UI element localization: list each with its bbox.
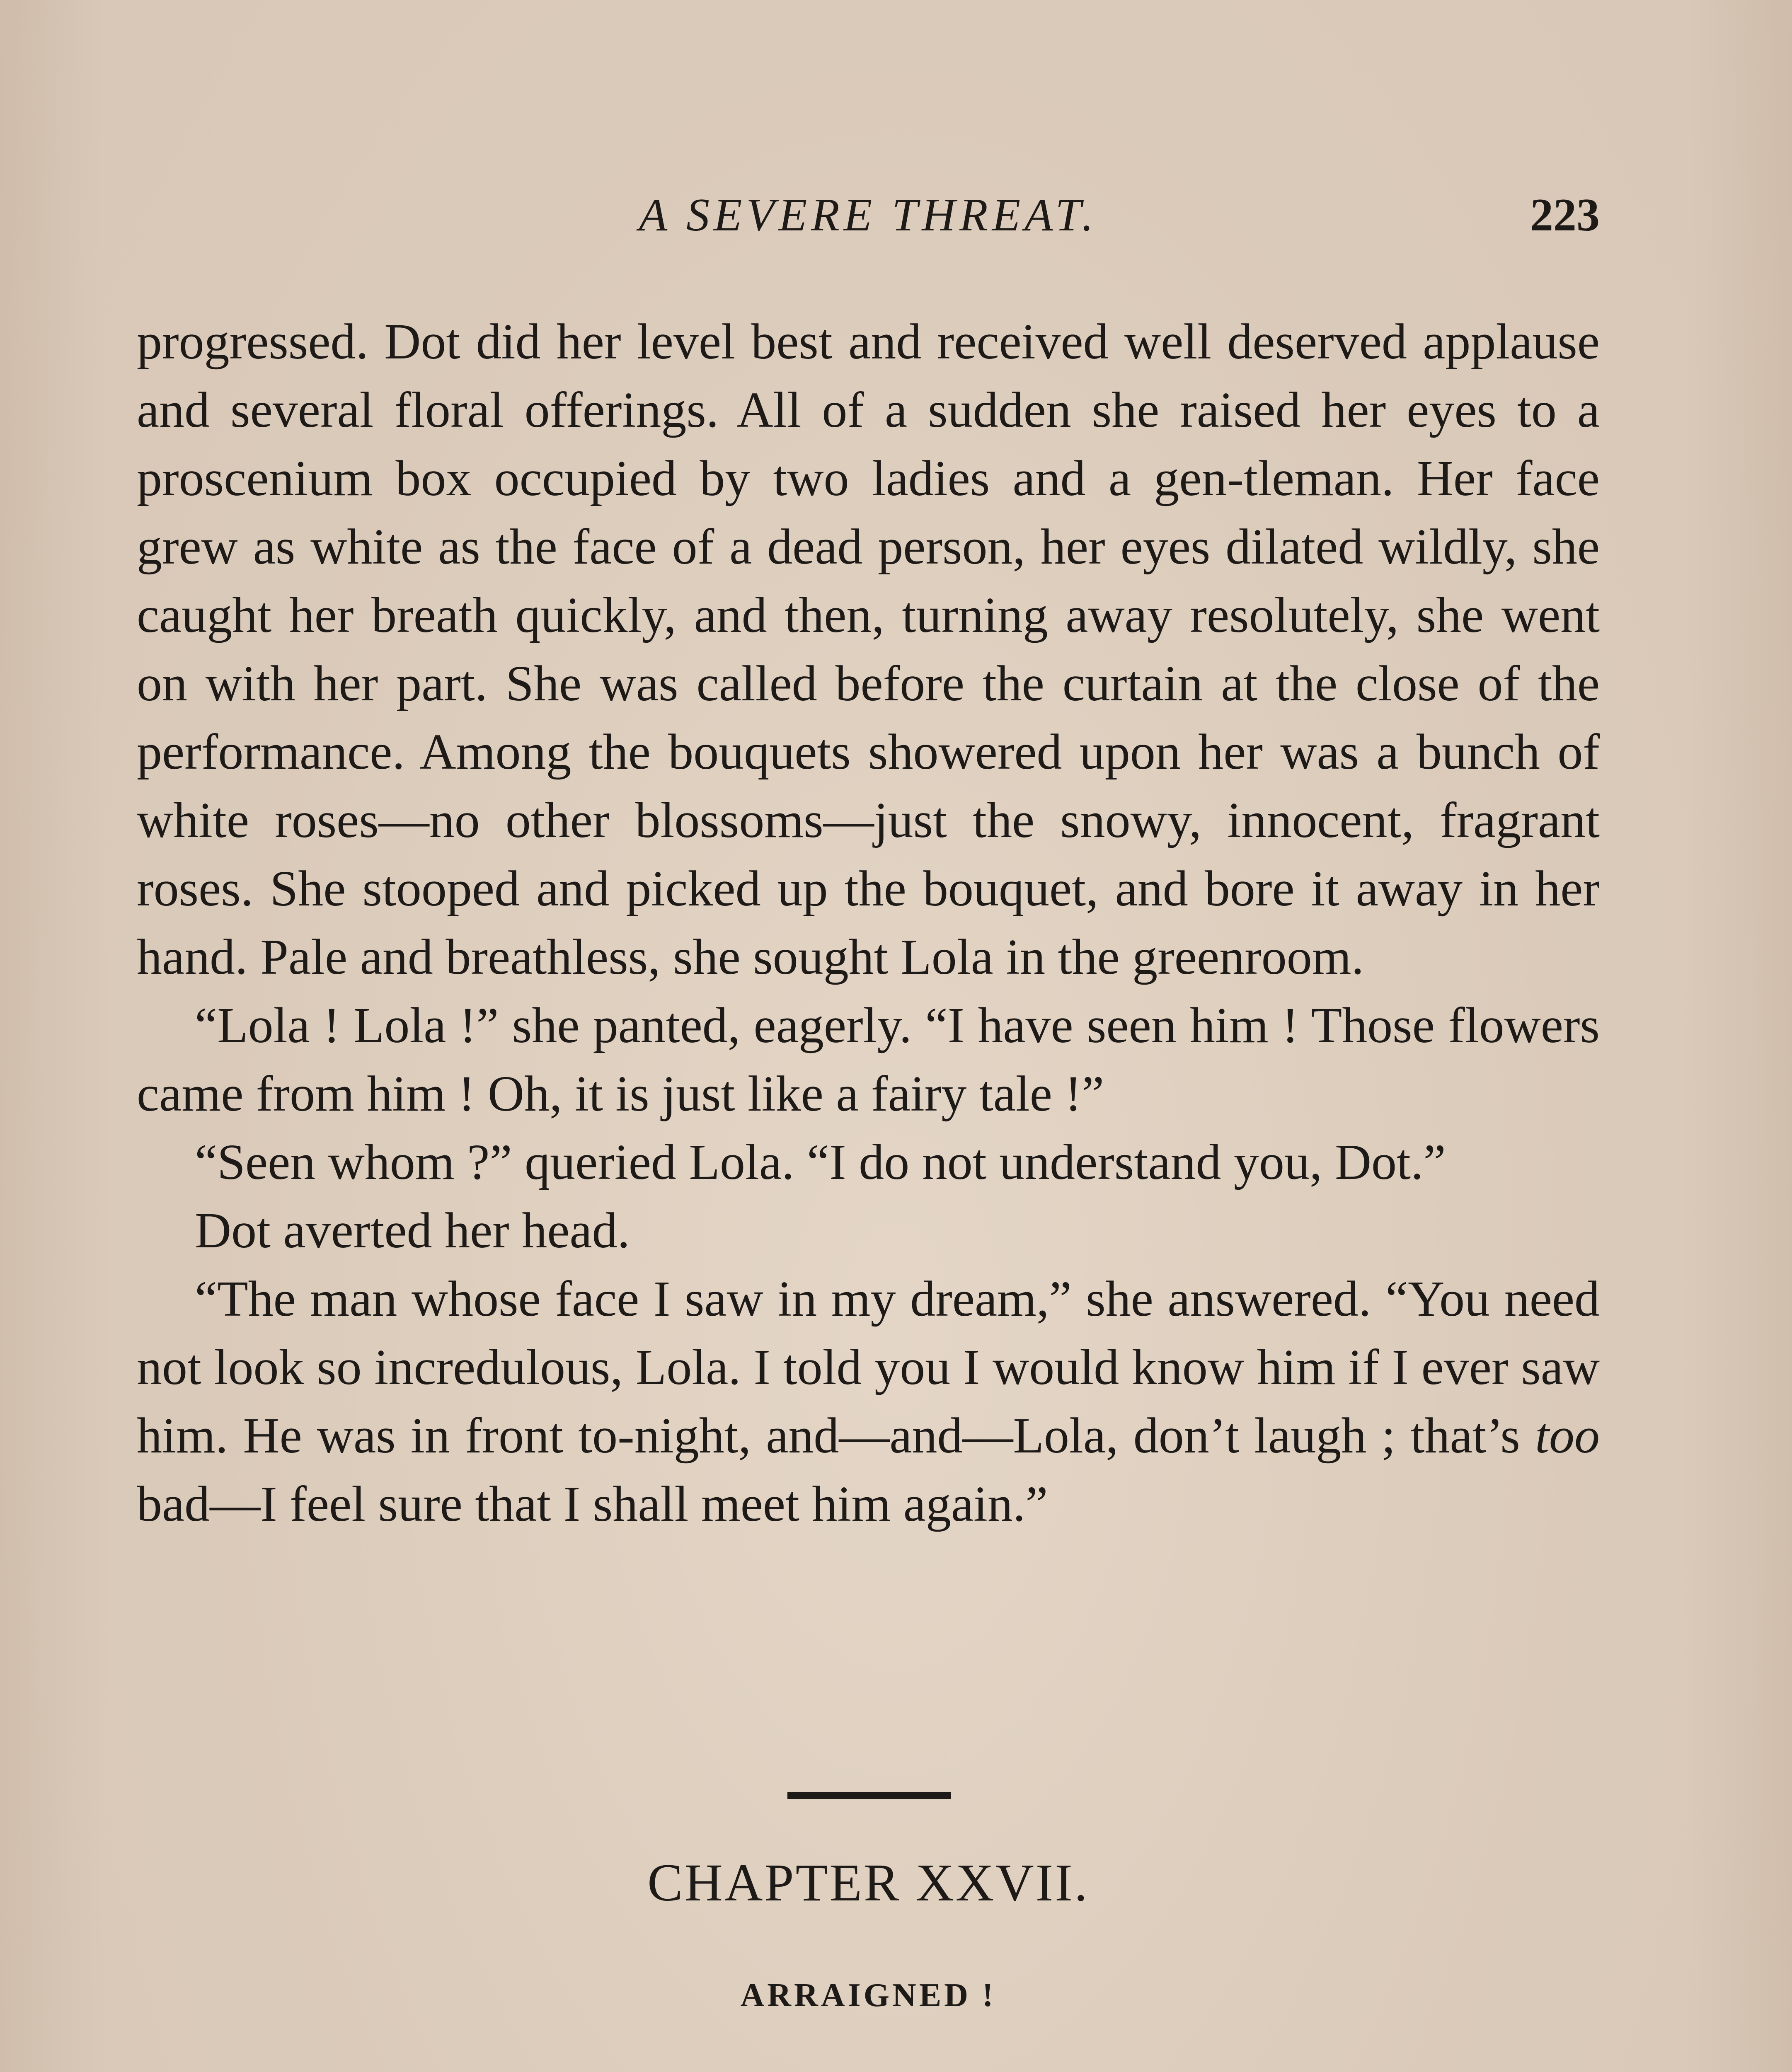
paragraph: Dot averted her head. (195, 1203, 630, 1259)
paragraph (137, 1265, 1600, 1538)
paragraph: progressed. Dot did her level best and received well deserved applause and several floral offerings. All of a sudden she raised her eyes to a proscenium box occupied by two ladies and a gen-tleman. Her face grew as white as the face of a dead person, her eyes dilated wildly, she caught her breath quickly, and then, turning away resolutely, she went on with her part. She was called before the curtain at the close of the performance. Among the bouquets showered upon her was a bunch of white roses—no other blossoms—just the snowy, innocent, fragrant roses. She stooped and picked up the bouquet, and bore it away in her hand. Pale and breathless, she sought Lola in the greenroom. (137, 314, 1600, 985)
page-number: 223 (1530, 189, 1600, 241)
chapter-divider-rule (787, 1792, 951, 1799)
chapter-subtitle: ARRAIGNED ! (740, 1977, 996, 2014)
chapter-text (137, 2066, 1600, 2072)
chapter-ending-text (137, 307, 1600, 1538)
chapter-title: CHAPTER XXVII. (647, 1853, 1089, 1912)
paragraph-text: “The man whose face I saw in my dream,” she answered. “You need not look so incredulous, Lola. I told you I would know him if I ever saw him. He was in front to-night, and—and—Lola, don’t laugh ; that’s (137, 1271, 1600, 1464)
paragraph: “Seen whom ?” queried Lola. “I do not understand you, Dot.” (195, 1134, 1446, 1190)
paragraph (137, 2066, 1600, 2072)
paragraph-text: bad—I feel sure that I shall meet him again.” (137, 1476, 1048, 1532)
emphasized-word: too (1535, 1408, 1600, 1464)
running-title: A SEVERE THREAT. (639, 189, 1098, 241)
paragraph: “Lola ! Lola !” she panted, eagerly. “I have seen him ! Those flowers came from him ! Oh, it is just like a fairy tale !” (137, 997, 1600, 1122)
running-head (137, 189, 1600, 263)
